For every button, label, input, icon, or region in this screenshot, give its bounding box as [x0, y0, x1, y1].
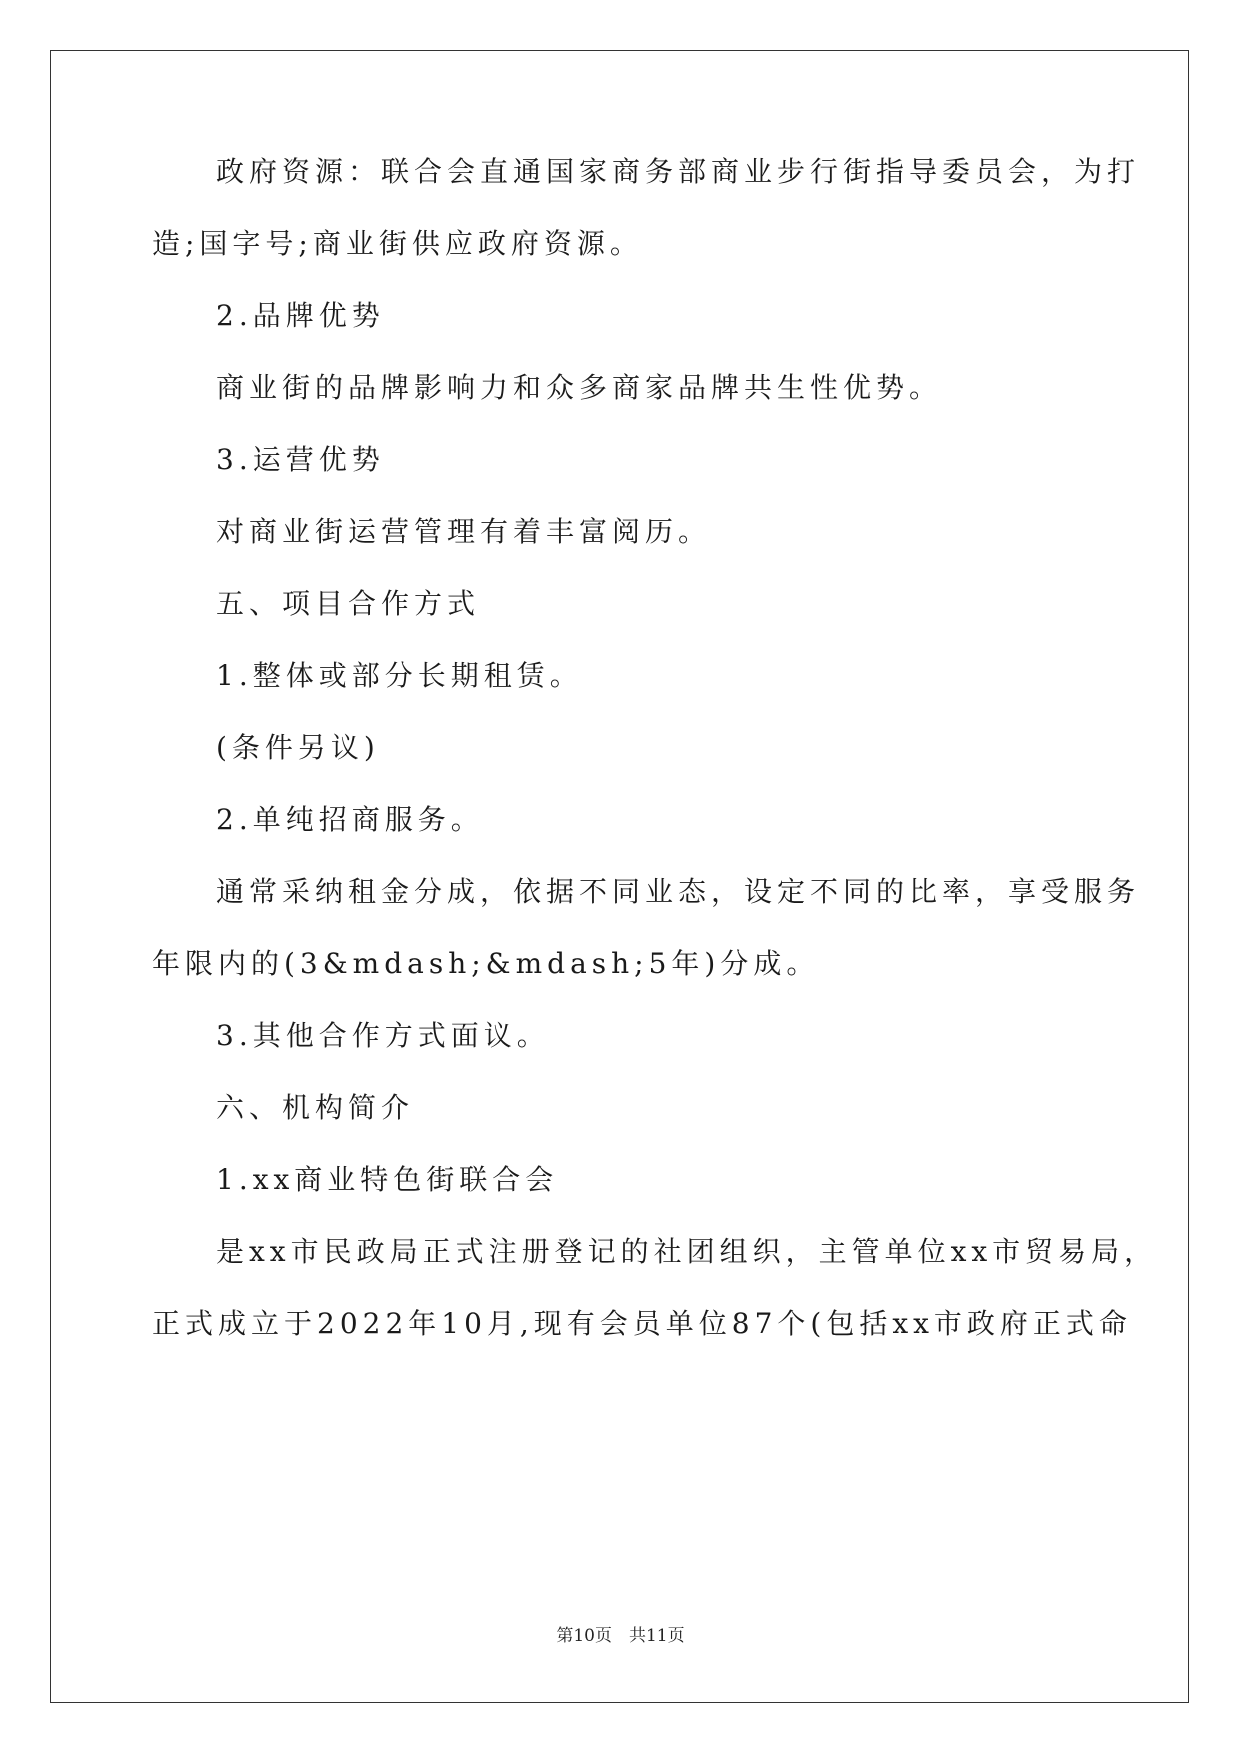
paragraph-line: 正式成立于2022年10月,现有会员单位87个(包括xx市政府正式命: [152, 1307, 1132, 1340]
paragraph-line: 2.单纯招商服务。: [216, 803, 484, 836]
paragraph-line: 是xx市民政局正式注册登记的社团组织，主管单位xx市贸易局，: [216, 1235, 1158, 1268]
section-heading: 六、机构简介: [216, 1091, 415, 1124]
section-heading: 五、项目合作方式: [216, 587, 481, 620]
section-heading: 2.品牌优势: [216, 299, 385, 332]
paragraph-line: 1.xx商业特色街联合会: [216, 1163, 559, 1196]
paragraph-line: 1.整体或部分长期租赁。: [216, 659, 583, 692]
paragraph-line: (条件另议): [216, 731, 380, 764]
paragraph-line: 通常采纳租金分成，依据不同业态，设定不同的比率，享受服务: [216, 875, 1141, 908]
paragraph-line: 政府资源：联合会直通国家商务部商业步行街指导委员会，为打: [216, 155, 1141, 188]
page-footer: [0, 1624, 1241, 1648]
section-heading: 3.运营优势: [216, 443, 385, 476]
page-number-label: 第10页 共11页: [556, 1626, 685, 1646]
paragraph-line: 对商业街运营管理有着丰富阅历。: [216, 515, 712, 548]
paragraph-line: 3.其他合作方式面议。: [216, 1019, 550, 1052]
paragraph-line: 商业街的品牌影响力和众多商家品牌共生性优势。: [216, 371, 943, 404]
paragraph-line: 造;国字号;商业街供应政府资源。: [152, 227, 643, 260]
paragraph-line: 年限内的(3&mdash;&mdash;5年)分成。: [152, 947, 820, 980]
